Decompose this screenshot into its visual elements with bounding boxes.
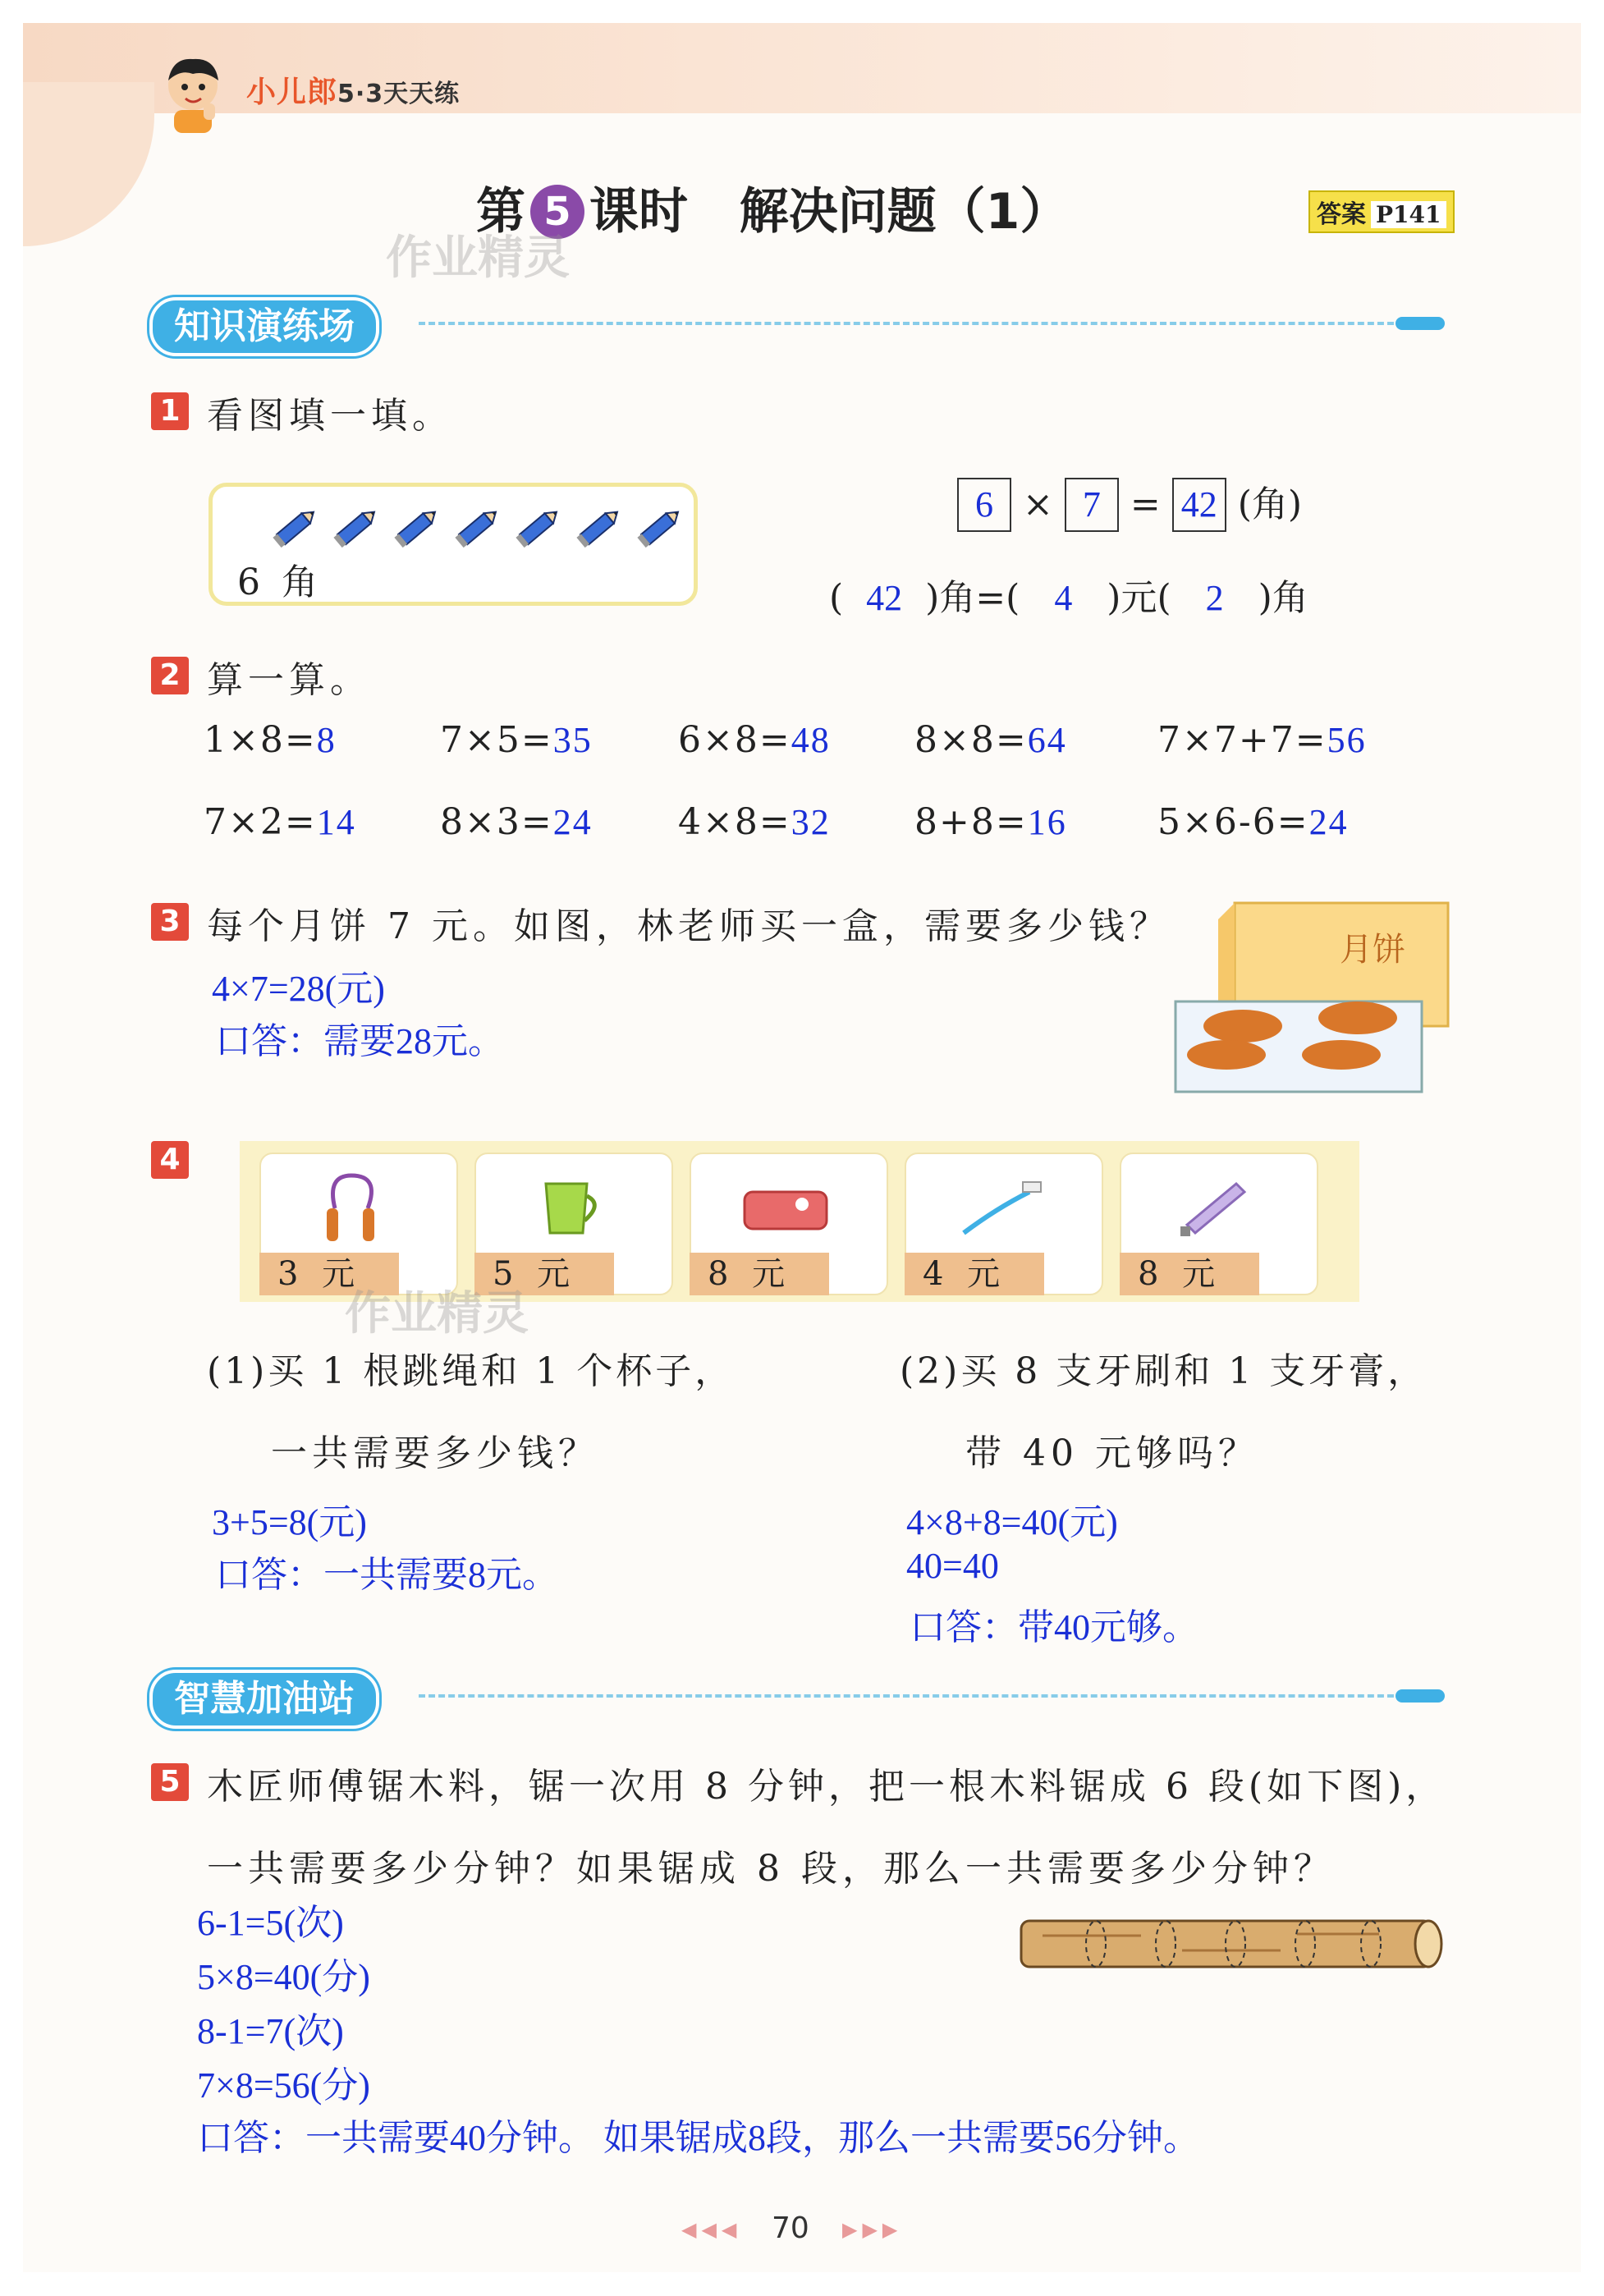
price-tag: 8 元 bbox=[1120, 1253, 1259, 1295]
section-header-bonus: 智慧加油站 bbox=[149, 1670, 379, 1729]
calc-item bbox=[678, 801, 831, 843]
lesson-suffix: 课时 bbox=[589, 183, 688, 241]
answer-box[interactable]: 7 bbox=[1065, 478, 1119, 532]
toothpaste-icon bbox=[1162, 1159, 1269, 1249]
question-text: 算一算。 bbox=[207, 659, 371, 701]
answer-value[interactable]: 42 bbox=[866, 578, 903, 618]
answer-box[interactable]: 6 bbox=[957, 478, 1011, 532]
unit-label: (角) bbox=[1237, 483, 1303, 525]
calc-expression: 8×8= bbox=[914, 719, 1028, 761]
calc-answer[interactable]: 56 bbox=[1327, 720, 1367, 760]
paren: )角 bbox=[1258, 577, 1308, 619]
boy-mascot-icon bbox=[156, 53, 230, 135]
calc-item bbox=[440, 801, 593, 843]
conversion-equation bbox=[829, 568, 1308, 621]
question-number: 4 bbox=[151, 1141, 189, 1179]
operator: × bbox=[1023, 483, 1053, 525]
jump-rope-icon bbox=[302, 1159, 409, 1249]
question-number: 2 bbox=[151, 657, 189, 694]
sub-question-1-line2: 一共需要多少钱？ bbox=[271, 1432, 599, 1474]
answer-line: 5×8=40(分) bbox=[197, 1957, 370, 1997]
answer-line: 口答：带40元够。 bbox=[910, 1607, 1198, 1648]
answer-tag bbox=[1308, 190, 1455, 233]
calc-answer[interactable]: 8 bbox=[316, 720, 337, 760]
multiplication-equation bbox=[957, 474, 1302, 532]
calc-item bbox=[678, 719, 831, 761]
answer-line: 40=40 bbox=[906, 1546, 999, 1586]
answer-line: 6-1=5(次) bbox=[197, 1903, 344, 1943]
answer-page: P141 bbox=[1371, 201, 1446, 228]
question-text: 木匠师傅锯木料，锯一次用 8 分钟，把一根木料锯成 6 段(如下图)， bbox=[207, 1766, 1446, 1808]
answer-line: 口答：需要28元。 bbox=[215, 1021, 504, 1061]
lesson-topic: 解决问题（1） bbox=[739, 183, 1070, 241]
calc-answer[interactable]: 16 bbox=[1027, 802, 1067, 842]
pencil-icon bbox=[392, 503, 441, 552]
brand-logo bbox=[246, 69, 460, 111]
toothbrush-icon bbox=[947, 1159, 1054, 1249]
calc-expression: 8+8= bbox=[914, 801, 1028, 843]
pencil-icon bbox=[331, 503, 380, 552]
calc-item bbox=[1157, 719, 1367, 761]
calc-answer[interactable]: 64 bbox=[1027, 720, 1067, 760]
calc-item bbox=[440, 719, 593, 761]
calc-expression: 7×7+7= bbox=[1157, 719, 1327, 761]
brand-name: 小儿郎 bbox=[246, 76, 338, 109]
calc-expression: 5×6-6= bbox=[1157, 801, 1309, 843]
section-divider bbox=[419, 1694, 1404, 1698]
pencil-picture bbox=[209, 483, 698, 606]
calc-item bbox=[1157, 801, 1349, 843]
calc-item bbox=[914, 719, 1067, 761]
question-number: 3 bbox=[151, 903, 189, 941]
answer-label: 答案 bbox=[1317, 200, 1366, 229]
answer-box[interactable]: 42 bbox=[1172, 478, 1226, 532]
calc-item bbox=[204, 801, 356, 843]
answer-value[interactable]: 2 bbox=[1205, 578, 1224, 618]
calc-answer[interactable]: 14 bbox=[316, 802, 356, 842]
section-divider-end bbox=[1395, 1689, 1445, 1703]
price-tag: 4 元 bbox=[905, 1253, 1044, 1295]
answer-line: 4×7=28(元) bbox=[212, 969, 385, 1009]
answer-line: 3+5=8(元) bbox=[212, 1502, 367, 1542]
final-answer: 口答：一共需要40分钟。 如果锯成8段，那么一共需要56分钟。 bbox=[197, 2118, 1199, 2158]
answer-line: 口答：一共需要8元。 bbox=[215, 1555, 558, 1595]
goods-card-pencil-case bbox=[690, 1153, 888, 1295]
pencil-icon bbox=[270, 503, 319, 552]
mooncake-box-label: 月饼 bbox=[1340, 931, 1405, 969]
answer-value[interactable]: 4 bbox=[1054, 578, 1073, 618]
page-arrows-right: ▶▶▶ bbox=[842, 2218, 903, 2241]
section-divider bbox=[419, 322, 1404, 325]
goods-card-toothbrush bbox=[905, 1153, 1103, 1295]
calc-expression: 7×2= bbox=[204, 801, 317, 843]
calc-answer[interactable]: 24 bbox=[1308, 802, 1349, 842]
question-text-line2: 一共需要多少分钟？如果锯成 8 段，那么一共需要多少分钟？ bbox=[207, 1848, 1335, 1890]
pencil-icon bbox=[635, 503, 684, 552]
price-tag: 8 元 bbox=[690, 1253, 829, 1295]
question-text: 看图填一填。 bbox=[207, 395, 453, 437]
watermark: 作业精灵 bbox=[345, 1287, 529, 1340]
lesson-number: 5 bbox=[530, 185, 584, 239]
pencil-icon bbox=[452, 503, 502, 552]
paren: )元( bbox=[1107, 577, 1171, 619]
lesson-prefix: 第 bbox=[476, 183, 525, 241]
pencil-price-label: 6 角 bbox=[237, 561, 323, 603]
calc-item bbox=[914, 801, 1067, 843]
paren: ( bbox=[829, 577, 844, 619]
equals: = bbox=[1130, 483, 1161, 525]
answer-line: 4×8+8=40(元) bbox=[906, 1502, 1118, 1542]
calc-answer[interactable]: 24 bbox=[552, 802, 593, 842]
question-number: 5 bbox=[151, 1763, 189, 1801]
pencil-icon bbox=[513, 503, 562, 552]
goods-card-toothpaste bbox=[1120, 1153, 1318, 1295]
page-number: 70 bbox=[772, 2211, 809, 2245]
page-arrows-left: ◀◀◀ bbox=[681, 2218, 742, 2241]
wood-log-icon bbox=[1018, 1918, 1445, 1970]
calc-answer[interactable]: 32 bbox=[791, 802, 831, 842]
question-text: 每个月饼 7 元。如图，林老师买一盒，需要多少钱？ bbox=[207, 905, 1171, 947]
question-number: 1 bbox=[151, 392, 189, 430]
paren: )角=( bbox=[925, 577, 1020, 619]
pencil-icon bbox=[574, 503, 623, 552]
calc-answer[interactable]: 35 bbox=[552, 720, 593, 760]
watermark: 作业精灵 bbox=[386, 231, 570, 285]
calc-answer[interactable]: 48 bbox=[791, 720, 831, 760]
sub-question-2: (2)买 8 支牙刷和 1 支牙膏， bbox=[900, 1350, 1428, 1392]
calc-expression: 6×8= bbox=[678, 719, 791, 761]
pencil-case-icon bbox=[732, 1159, 839, 1249]
price-tag: 3 元 bbox=[259, 1253, 399, 1295]
section-divider-end bbox=[1395, 317, 1445, 330]
goods-card-jump-rope bbox=[259, 1153, 458, 1295]
price-tag: 5 元 bbox=[474, 1253, 614, 1295]
cup-icon bbox=[517, 1159, 624, 1249]
calc-expression: 1×8= bbox=[204, 719, 317, 761]
mooncake-box-icon bbox=[1169, 895, 1451, 1100]
sub-question-1: (1)买 1 根跳绳和 1 个杯子， bbox=[207, 1350, 735, 1392]
section-header-practice: 知识演练场 bbox=[149, 297, 379, 356]
calc-expression: 8×3= bbox=[440, 801, 553, 843]
answer-line: 7×8=56(分) bbox=[197, 2065, 370, 2106]
calc-expression: 7×5= bbox=[440, 719, 553, 761]
goods-card-cup bbox=[474, 1153, 673, 1295]
calc-expression: 4×8= bbox=[678, 801, 791, 843]
brand-series: 5·3天天练 bbox=[337, 80, 461, 108]
sub-question-2-line2: 带 40 元够吗？ bbox=[965, 1432, 1259, 1474]
answer-line: 8-1=7(次) bbox=[197, 2011, 344, 2051]
calc-item bbox=[204, 719, 337, 761]
